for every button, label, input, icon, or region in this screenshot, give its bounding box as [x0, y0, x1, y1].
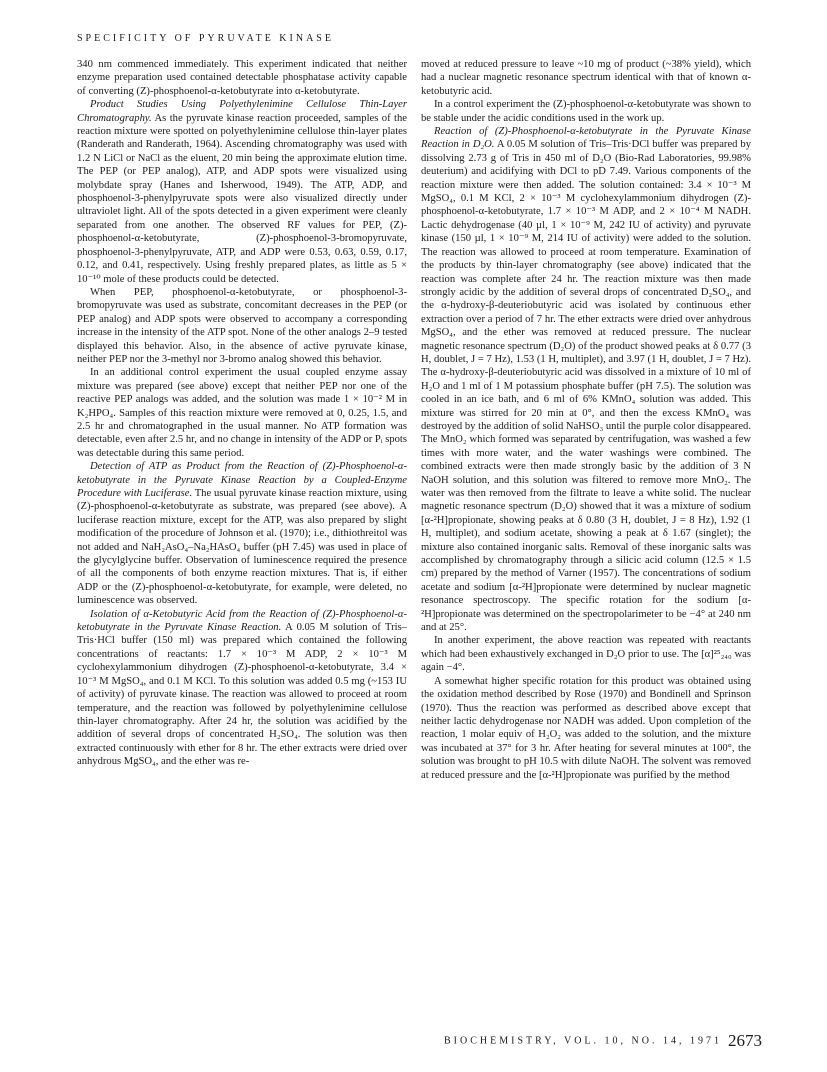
- paragraph-text: A 0.05 M solution of Tris–Tris·DCl buffer was prepared by dissolving 2.73 g of Tris in 450 ml of D₂O (Bio-Rad Laboratories, 99.98% deuterium) and acidifying with DCl to pD 7.49. Various components of the reaction mixture were then added. The solution contained: 3.4 × 10⁻³ M MgSO₄, 0.1 M KCl, 2 × 10⁻³ M cyclohexylammonium dihydrogen (Z)-phosphoenol-α-ketobutyrate, 1.7 × 10⁻³ M ADP, and 2 × 10⁻⁴ M NADH. Lactic dehydrogenase (40 µl, 1 × 10⁻⁹ M, 242 IU of activity) and pyruvate kinase (150 µl, 1 × 10⁻⁹ M, 214 IU of activity) were added to the solution. The reaction was allowed to proceed at room temperature. Examination of the products by thin-layer chromatography (see above) indicated that the reaction was complete after 24 hr. The reaction mixture was then made strongly acidic by the addition of several drops of concentrated D₂SO₄, and the α-hydroxy-β-deuteriobutyric acid was isolated by continuous ether extraction over a period of 7 hr. The ether extracts were dried over anhydrous MgSO₄, and the ether was removed at reduced pressure. The nuclear magnetic resonance spectrum (D₂O) of the product showed peaks at δ 0.77 (3 H, doublet, J = 7 Hz), 1.53 (1 H, multiplet), and 3.97 (1 H, doublet, J = 7 Hz). The α-hydroxy-β-deuteriobutyric acid was dissolved in a mixture of 10 ml of H₂O and 1 ml of 1 M potassium phosphate buffer (pH 7.5). The solution was cooled in an ice bath, and 6 ml of 6% KMnO₄ solution was added. This mixture was stirred for 20 min at 0°, and then the excess KMnO₄ was destroyed by the addition of solid NaHSO₃ until the purple color disappeared. The MnO₂ which formed was separated by centrifugation, was washed a few times with more water, and the water washings were combined. The combined extracts were then made strongly basic by the addition of 3 N NaOH solution, and this solution was filtered to remove more MnO₂. The water was then removed from the filtrate to leave a white solid. The nuclear magnetic resonance spectrum (D₂O) showed that it was a mixture of sodium [α-²H]propionate, showing peaks at δ 0.80 (3 H, doublet, J = 8 Hz), 1.92 (1 H, multiplet), and sodium acetate, showing a peak at δ 1.67 (singlet); the mixture also contained inorganic salts. Removal of these inorganic salts was accomplished by chromatography through a silicic acid column (12.5 × 1.5 cm) prepared by the method of Varner (1957). The concentrations of sodium acetate and sodium [α-²H]propionate were determined by nuclear magnetic resonance spectroscopy. The specific rotation for the sodium [α-²H]propionate was determined on the spectropolarimeter to be −4° at 240 nm and at 25°.: [421, 139, 752, 634]
- section-heading: Reaction of (Z)-Phosphoenol-α-ketobutyrate in the Pyruvate Kinase Reaction in D₂O.: [421, 126, 751, 151]
- paragraph-text: As the pyruvate kinase reaction proceeded, samples of the reaction mixture were spotted on polyethylenimine cellulose thin-layer plates (Randerath and Randerath, 1964). Ascending chromatography was used with 1.2 N LiCl or NaCl as the eluent, 20 min being the approximate elution time. The PEP (or PEP analog), ATP, and ADP spots were visualized using molybdate spray (Hanes and Isherwood, 1949). The ATP, ADP, and phosphoenol-3-phenylpyruvate spots were also visualized directly under ultraviolet light. All of the spots detected in a given experiment were cleanly separated from one another. The observed RF values for PEP, (Z)-phosphoenol-α-ketobutyrate, (Z)-phosphoenol-3-bromopyruvate, phosphoenol-3-phenylpyruvate, ATP, and ADP were 0.53, 0.63, 0.59, 0.17, 0.12, and 0.41, respectively. Using freshly prepared plates, as little as 5 × 10⁻¹⁰ mole of these products could be detected.: [77, 112, 407, 285]
- page-footer: [444, 1031, 762, 1051]
- paragraph: [77, 608, 407, 769]
- paragraph: [77, 460, 407, 607]
- paragraph: [421, 125, 751, 634]
- journal-citation: BIOCHEMISTRY, VOL. 10, NO. 14, 1971: [444, 1035, 722, 1047]
- section-heading: Isolation of α-Ketobutyric Acid from the Reaction of (Z)-Phosphoenol-α-ketobutyrate in the Pyruvate Kinase Reaction.: [77, 608, 407, 634]
- paragraph-text: The usual pyruvate kinase reaction mixture, using (Z)-phosphoenol-α-ketobutyrate as substrate, was prepared (see above). A luciferase reaction mixture, except for the ATP, was also prepared by slight modification of the procedure of Johnson et al. (1970); i.e., dithiothreitol was not added and NaH₂AsO₄–Na₂HAsO₄ buffer (pH 7.45) was used in place of the glycylglycine buffer. Observation of luminescence required the presence of all the components of both enzyme reaction mixtures. That is, if either ADP or the (Z)-phosphoenol-α-ketobutyrate, for example, were deleted, no luminescence was observed.: [77, 488, 407, 607]
- left-column: [77, 58, 407, 769]
- paragraph-text: A 0.05 M solution of Tris–Tris·HCl buffer (150 ml) was prepared which contained the following concentrations of reactants: 1.7 × 10⁻³ M ADP, 2 × 10⁻³ M cyclohexylammonium dihydrogen (Z)-phosphoenol-α-ketobutyrate, 3.4 × 10⁻³ M MgSO₄, and 0.1 M KCl. To this solution was added 0.5 mg (~153 IU of activity) of pyruvate kinase. The reaction was allowed to proceed at room temperature, and the reaction was followed by polyethylenimine cellulose thin-layer chromatography. After 24 hr, the solution was acidified by the addition of several drops of concentrated H₂SO₄. The solution was then extracted continuously with ether for 8 hr. The ether extracts were dried over anhydrous MgSO₄, and the ether was re-: [77, 622, 407, 768]
- page-number: 2673: [727, 1031, 762, 1050]
- section-heading: Product Studies Using Polyethylenimine Cellulose Thin-Layer Chromatography.: [77, 99, 407, 124]
- paragraph: [77, 98, 407, 286]
- paragraph: In an additional control experiment the usual coupled enzyme assay mixture was prepared (see above) except that neither PEP nor one of the reactive PEP analogs was added, and the solution was made 1 × 10⁻² M in K₂HPO₄. Samples of this reaction mixture were removed at 0, 0.25, 1.5, and 2.5 hr and chromatographed in the usual manner. No ATP formation was detectable, even after 2.5 hr, and no change in intensity of the ADP or Pᵢ spots was detectable during this same period.: [77, 367, 407, 459]
- paragraph: In a control experiment the (Z)-phosphoenol-α-ketobutyrate was shown to be stable under the acidic conditions used in the work up.: [421, 99, 751, 124]
- paragraph: 340 nm commenced immediately. This experiment indicated that neither enzyme preparation used contained detectable phosphatase activity capable of converting (Z)-phosphoenol-α-ketobutyrate into α-ketobutyrate.: [77, 59, 407, 97]
- paragraph: In another experiment, the above reaction was repeated with reactants which had been exhaustively exchanged in D₂O prior to use. The [α]²⁵₂₄₀ was again −4°.: [421, 635, 751, 674]
- section-heading: Detection of ATP as Product from the Reaction of (Z)-Phosphoenol-α-ketobutyrate in the Pyruvate Kinase Reaction by a Coupled-Enzyme Procedure with Luciferase.: [77, 461, 407, 499]
- running-head: SPECIFICITY OF PYRUVATE KINASE: [77, 33, 334, 44]
- right-column: [421, 58, 751, 782]
- paragraph: moved at reduced pressure to leave ~10 mg of product (~38% yield), which had a nuclear magnetic resonance spectrum identical with that of known α-ketobutyric acid.: [421, 59, 751, 97]
- paragraph: When PEP, phosphoenol-α-ketobutyrate, or phosphoenol-3-bromopyruvate was used as substrate, concomitant decreases in the PEP (or PEP analog) and ADP spots were observed to accompany a corresponding increase in the intensity of the ATP spot. None of the other analogs 2–9 tested displayed this behavior. Also, in the absence of active pyruvate kinase, neither PEP nor the 3-methyl nor 3-bromo analog showed this behavior.: [77, 286, 407, 365]
- paragraph: A somewhat higher specific rotation for this product was obtained using the oxidation method described by Rose (1970) and Bondinell and Sprinson (1970). Thus the reaction was performed as described above except that neither lactic dehydrogenase nor NADH was added. Upon completion of the reaction, 1 molar equiv of H₂O₂ was added to the solution, and the mixture was incubated at 37° for 3 hr. After heating for several minutes at 100°, the solution was brought to pH 10.5 with dilute NaOH. The solvent was removed at reduced pressure and the [α-²H]propionate was purified by the method: [421, 675, 751, 781]
